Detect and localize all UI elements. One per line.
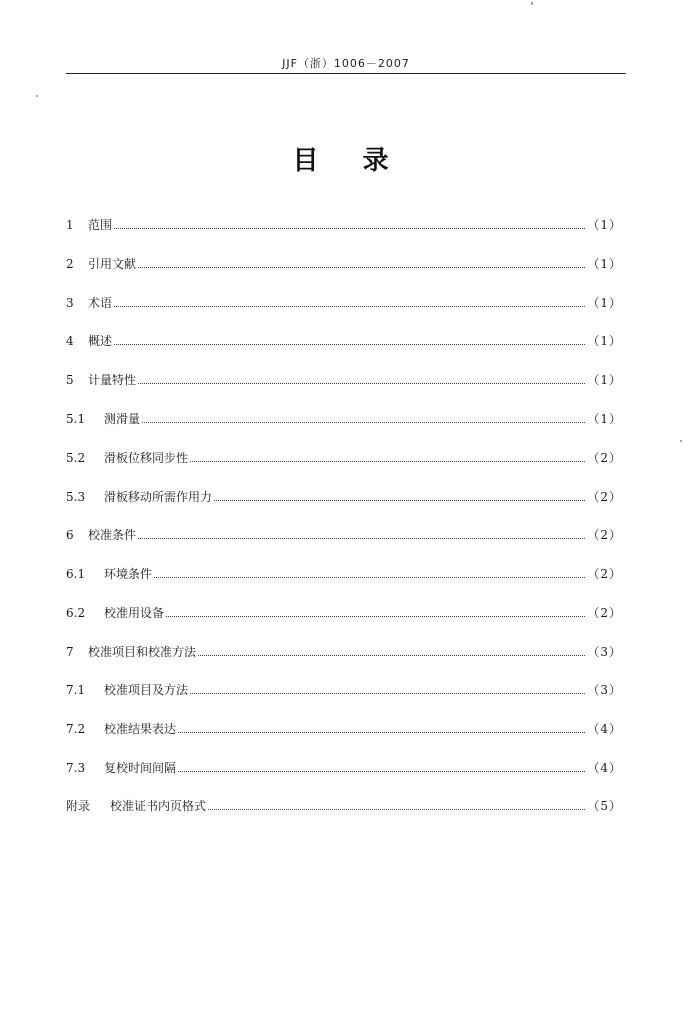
toc-entry-label: 术语	[88, 296, 113, 310]
dot-leader	[178, 731, 585, 733]
toc-entry-number: 6.1	[66, 567, 86, 581]
document-code-header: JJF（浙）1006－2007	[282, 57, 410, 70]
toc-entry[interactable]	[66, 407, 622, 427]
toc-entry-page: （2）	[587, 490, 622, 504]
toc-entry-number: 6	[66, 528, 74, 542]
toc-entry-number: 6.2	[66, 606, 86, 620]
toc-entry-number: 5.2	[66, 451, 86, 465]
toc-entry[interactable]	[66, 368, 622, 388]
toc-entry-page: （1）	[587, 373, 622, 387]
toc-entry-number: 3	[66, 296, 74, 310]
toc-entry[interactable]	[66, 562, 622, 582]
toc-entry-number: 7.1	[66, 683, 86, 697]
dot-leader	[138, 266, 585, 268]
toc-entry-label: 校准条件	[88, 528, 137, 542]
scan-speck	[36, 95, 38, 97]
dot-leader	[114, 343, 585, 345]
dot-leader	[114, 227, 585, 229]
dot-leader	[114, 305, 585, 307]
toc-entry-number: 1	[66, 218, 74, 232]
dot-leader	[154, 576, 585, 578]
toc-entry[interactable]	[66, 717, 622, 737]
toc-entry-page: （1）	[587, 257, 622, 271]
toc-entry[interactable]	[66, 291, 622, 311]
toc-entry-number: 5.3	[66, 490, 86, 504]
toc-entry-label: 校准结果表达	[104, 722, 177, 736]
toc-entry[interactable]	[66, 794, 622, 814]
toc-entry[interactable]	[66, 213, 622, 233]
toc-entry-label: 校准用设备	[104, 606, 165, 620]
toc-entry-page: （2）	[587, 528, 622, 542]
toc-entry-label: 概述	[88, 334, 113, 348]
scan-speck	[531, 2, 533, 5]
toc-entry-label: 复校时间间隔	[104, 761, 177, 775]
toc-entry-page: （3）	[587, 645, 622, 659]
toc-entry-page: （1）	[587, 218, 622, 232]
toc-entry-page: （3）	[587, 683, 622, 697]
dot-leader	[142, 421, 585, 423]
toc-entry[interactable]	[66, 329, 622, 349]
toc-entry-number: 7.2	[66, 722, 86, 736]
toc-entry-page: （2）	[587, 567, 622, 581]
toc-entry[interactable]	[66, 640, 622, 660]
toc-entry[interactable]	[66, 601, 622, 621]
dot-leader	[166, 615, 585, 617]
toc-entry[interactable]	[66, 523, 622, 543]
toc-entry-page: （2）	[587, 606, 622, 620]
toc-entry-label: 环境条件	[104, 567, 153, 581]
header-rule	[66, 73, 626, 74]
toc-entry-number: 7.3	[66, 761, 86, 775]
toc-entry-number: 5.1	[66, 412, 86, 426]
toc-entry-page: （4）	[587, 761, 622, 775]
toc-entry-label: 校准项目及方法	[104, 683, 189, 697]
toc-entry[interactable]	[66, 678, 622, 698]
toc-entry-number: 7	[66, 645, 74, 659]
toc-entry-label: 计量特性	[88, 373, 137, 387]
toc-entry-label: 引用文献	[88, 257, 137, 271]
toc-entry-page: （1）	[587, 296, 622, 310]
toc-entry-number: 附录	[66, 799, 91, 813]
toc-entry-number: 2	[66, 257, 74, 271]
toc-entry-page: （1）	[587, 334, 622, 348]
dot-leader	[198, 654, 585, 656]
toc-entry-label: 范围	[88, 218, 113, 232]
dot-leader	[138, 382, 585, 384]
dot-leader	[138, 537, 585, 539]
toc-entry[interactable]	[66, 756, 622, 776]
toc-entry-number: 5	[66, 373, 74, 387]
toc-entry-label: 滑板移动所需作用力	[104, 490, 213, 504]
dot-leader	[208, 808, 585, 810]
toc-entry-page: （5）	[587, 799, 622, 813]
toc-entry-page: （4）	[587, 722, 622, 736]
toc-entry-number: 4	[66, 334, 74, 348]
toc-entry[interactable]	[66, 446, 622, 466]
dot-leader	[214, 499, 585, 501]
scan-speck	[680, 440, 682, 442]
toc-entry-label: 测滑量	[104, 412, 141, 426]
dot-leader	[178, 770, 585, 772]
toc-entry-page: （1）	[587, 412, 622, 426]
page-title: 目录	[292, 146, 433, 176]
toc-entry[interactable]	[66, 252, 622, 272]
toc-entry[interactable]	[66, 485, 622, 505]
toc-entry-label: 校准证书内页格式	[110, 799, 207, 813]
toc-entry-page: （2）	[587, 451, 622, 465]
toc-entry-label: 滑板位移同步性	[104, 451, 189, 465]
dot-leader	[190, 692, 585, 694]
dot-leader	[190, 460, 585, 462]
toc-entry-label: 校准项目和校准方法	[88, 645, 197, 659]
